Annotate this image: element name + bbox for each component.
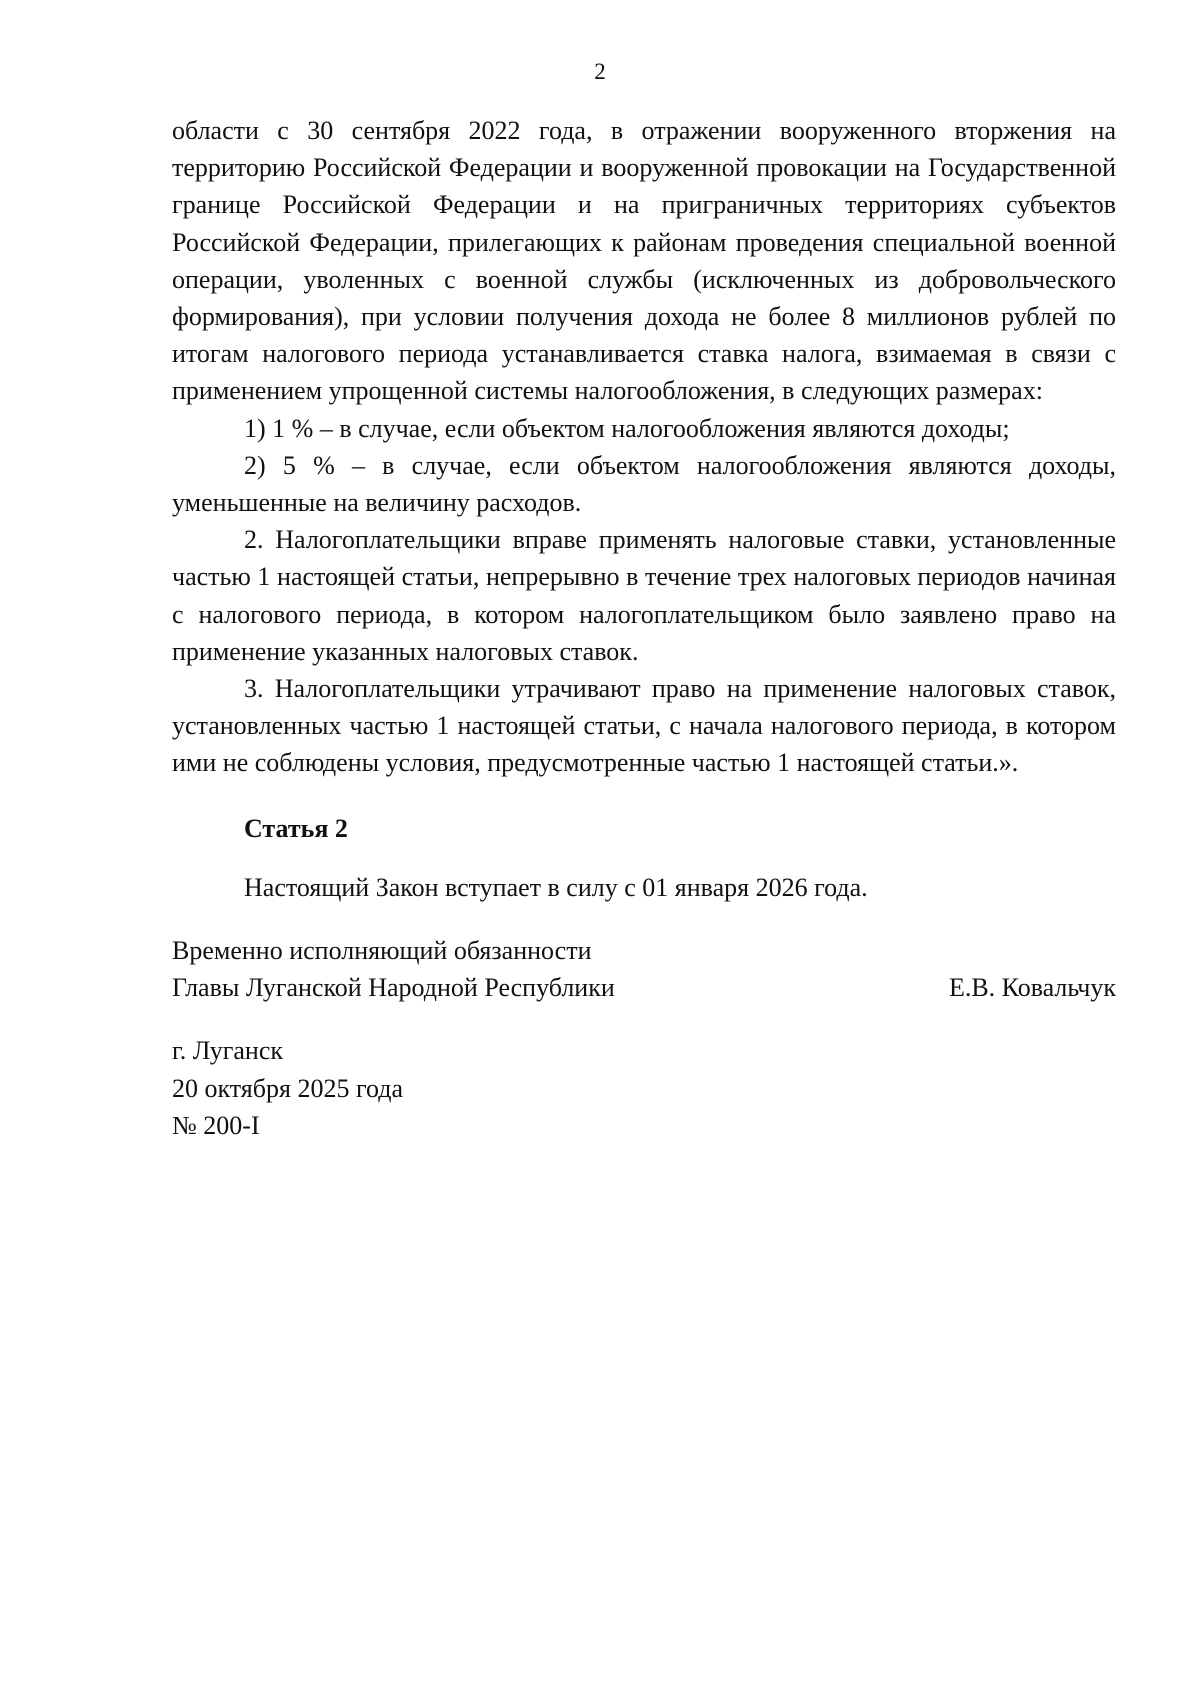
signature-block <box>172 932 1116 1006</box>
law-number: № 200-I <box>172 1110 260 1140</box>
article-2-heading: Статья 2 <box>244 813 348 843</box>
list-item-1: 1) 1 % – в случае, если объектом налогообложения являются доходы; <box>244 413 1010 443</box>
signing-date: 20 октября 2025 года <box>172 1073 403 1103</box>
intro-paragraph: области с 30 сентября 2022 года, в отражении вооруженного вторжения на территорию Российской Федерации и вооруженной провокации на Государственной границе Российской Федерации и на приграничных территориях субъектов Российской Федерации, прилегающих к районам проведения специальной военной операции, уволенных с военной службы (исключенных из добровольческого формирования), при условии получения дохода не более 8 миллионов рублей по итогам налогового периода устанавливается ставка налога, взимаемая в связи с применением упрощенной системы налогообложения, в следующих размерах: <box>172 116 1116 406</box>
signatory-position-line-2: Главы Луганской Народной Республики <box>172 973 615 1003</box>
page-number: 2 <box>594 59 606 84</box>
signatory-position-line-1: Временно исполняющий обязанности <box>172 936 592 966</box>
document-body <box>172 112 1116 1144</box>
signatory-name: Е.В. Ковальчук <box>948 973 1116 1003</box>
place-date-block <box>172 1032 1116 1144</box>
part-2-paragraph: 2. Налогоплательщики вправе применять налоговые ставки, установленные частью 1 настоящей статьи, непрерывно в течение трех налоговых периодов начиная с налогового периода, в котором налогоплательщиком было заявлено право на применение указанных налоговых ставок. <box>172 525 1116 666</box>
list-item-2: 2) 5 % – в случае, если объектом налогообложения являются доходы, уменьшенные на величину расходов. <box>172 450 1116 518</box>
signatory-line <box>172 969 1116 1006</box>
part-3-paragraph: 3. Налогоплательщики утрачивают право на применение налоговых ставок, установленных частью 1 настоящей статьи, с начала налогового периода, в котором ими не соблюдены условия, предусмотренные частью 1 настоящей статьи.». <box>172 674 1116 778</box>
effective-date-paragraph: Настоящий Закон вступает в силу с 01 января 2026 года. <box>244 872 868 902</box>
city: г. Луганск <box>172 1036 284 1066</box>
